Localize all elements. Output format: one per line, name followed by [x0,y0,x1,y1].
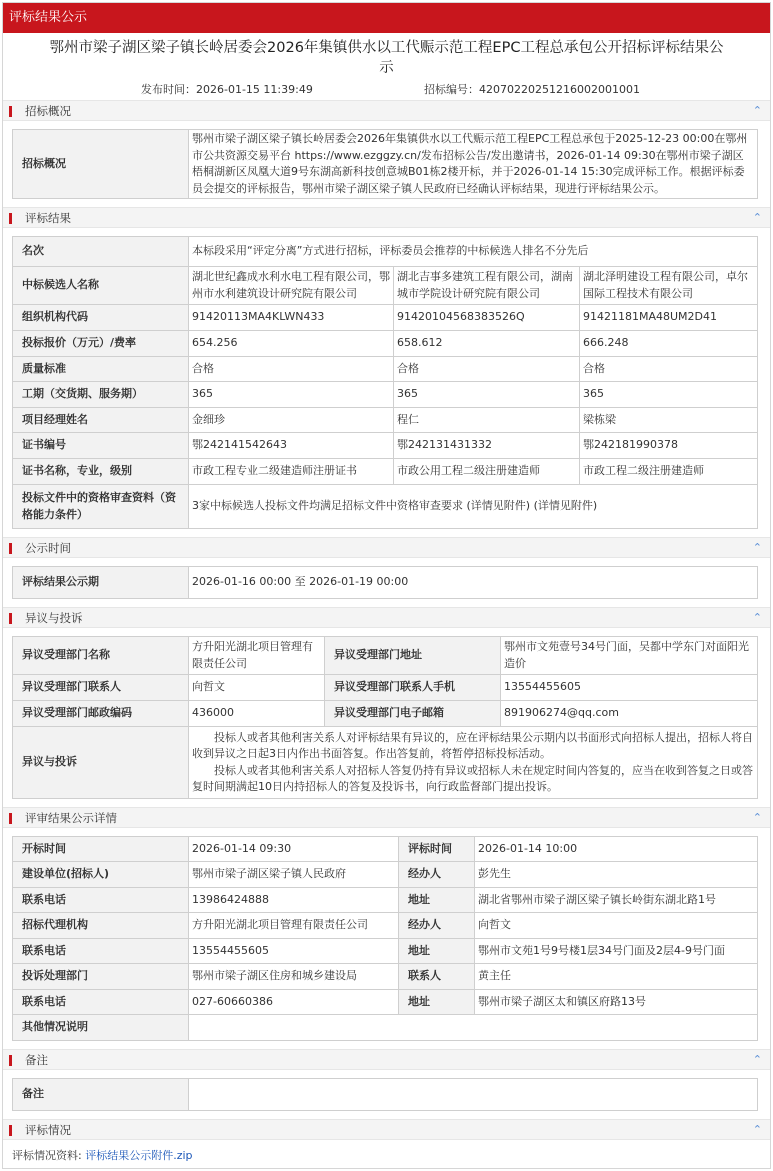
section-overview-title: 招标概况 [25,104,71,118]
detail-value: 鄂州市梁子湖区太和镇区府路13号 [475,990,758,1015]
detail-value: 湖北省鄂州市梁子湖区梁子镇长岭街东湖北路1号 [475,888,758,913]
section-detail-header[interactable] [3,807,770,828]
result-cell: 合格 [189,357,394,382]
objection-post-label: 异议受理部门邮政编码 [13,701,189,727]
collapse-icon[interactable]: ⌃ [752,1053,762,1066]
objection-dept-addr-label: 异议受理部门地址 [325,637,501,675]
evaluation-label: 评标情况资料: [12,1149,82,1162]
result-cell: 鄂242131431332 [394,433,580,459]
attachment-link[interactable]: 评标结果公示附件.zip [85,1149,193,1162]
overview-label: 招标概况 [13,130,189,199]
qualification-text: 3家中标候选人投标文件均满足招标文件中资格审查要求 (详情见附件) (详情见附件) [189,485,758,529]
complaint-paragraph-2: 投标人或者其他利害关系人对招标人答复仍持有异议或招标人未在规定时间内答复的，应当在收到答复之日或答复时间期满起10日内持招标人的答复及投诉书，向行政监督部门提出投诉。 [192,763,753,793]
detail-value: 鄂州市梁子湖区住房和城乡建设局 [189,964,399,990]
detail-label: 开标时间 [13,837,189,862]
section-evaluation-title: 评标情况 [25,1123,71,1137]
section-result-header[interactable] [3,207,770,228]
candidate-2-name: 湖北吉事多建筑工程有限公司，湖南城市学院设计研究院有限公司 [394,267,580,305]
result-cell: 658.612 [394,331,580,357]
result-cell: 市政工程二级注册建造师 [580,459,758,485]
detail-value: 黄主任 [475,964,758,990]
period-label: 评标结果公示期 [13,567,189,599]
other-info-value [189,1015,758,1041]
result-cell: 654.256 [189,331,394,357]
detail-value: 2026-01-14 09:30 [189,837,399,862]
section-marker [9,1055,12,1066]
result-cell: 金细珍 [189,408,394,433]
collapse-icon[interactable]: ⌃ [752,541,762,554]
detail-label: 联系电话 [13,888,189,913]
remark-table [12,1078,758,1111]
result-cell: 鄂242141542643 [189,433,394,459]
result-cell: 市政公用工程二级注册建造师 [394,459,580,485]
period-table [12,566,758,599]
result-row-label: 证书名称，专业，级别 [13,459,189,485]
detail-value: 鄂州市文苑1号9号楼1层34号门面及2层4-9号门面 [475,939,758,964]
section-remark-header[interactable] [3,1049,770,1070]
notice-title: 鄂州市梁子湖区梁子镇长岭居委会2026年集镇供水以工代赈示范工程EPC工程总承包公开招标评标结果公示 [49,40,724,76]
result-cell: 666.248 [580,331,758,357]
detail-value: 2026-01-14 10:00 [475,837,758,862]
detail-label: 招标代理机构 [13,913,189,939]
complaint-text [189,727,758,799]
result-cell: 合格 [580,357,758,382]
objection-email-label: 异议受理部门电子邮箱 [325,701,501,727]
candidate-3-name: 湖北泽明建设工程有限公司，卓尔国际工程技术有限公司 [580,267,758,305]
detail-label: 联系人 [399,964,475,990]
result-row-label: 工期（交货期、服务期） [13,382,189,408]
result-row-label: 组织机构代码 [13,305,189,331]
section-remark-title: 备注 [25,1053,48,1067]
result-cell: 91420104568383526Q [394,305,580,331]
candidate-1-name: 湖北世纪鑫成水利水电工程有限公司，鄂州市水利建筑设计研究院有限公司 [189,267,394,305]
objection-table [12,636,758,799]
rank-label: 名次 [13,237,189,267]
result-row-label: 质量标准 [13,357,189,382]
detail-label: 评标时间 [399,837,475,862]
detail-label: 投诉处理部门 [13,964,189,990]
objection-contact: 向哲文 [189,675,325,701]
notice-page [2,2,771,1169]
detail-label: 经办人 [399,862,475,888]
notice-meta [3,80,770,100]
section-marker [9,1125,12,1136]
result-row-label: 项目经理姓名 [13,408,189,433]
result-cell: 合格 [394,357,580,382]
section-marker [9,543,12,554]
collapse-icon[interactable]: ⌃ [752,211,762,224]
detail-label: 地址 [399,939,475,964]
overview-table [12,129,758,199]
result-cell: 梁栋梁 [580,408,758,433]
section-marker [9,106,12,117]
objection-dept-addr: 鄂州市文苑壹号34号门面，吴都中学东门对面阳光造价 [501,637,758,675]
detail-value: 方升阳光湖北项目管理有限责任公司 [189,913,399,939]
collapse-icon[interactable]: ⌃ [752,611,762,624]
result-row-label: 中标候选人名称 [13,267,189,305]
result-cell: 91420113MA4KLWN433 [189,305,394,331]
result-row-label: 证书编号 [13,433,189,459]
result-cell: 程仁 [394,408,580,433]
bid-number: 招标编号：42070220251216002001001 [424,83,640,96]
detail-value: 彭先生 [475,862,758,888]
detail-value: 鄂州市梁子湖区梁子镇人民政府 [189,862,399,888]
result-cell: 鄂242181990378 [580,433,758,459]
qualification-label: 投标文件中的资格审查资料（资格能力条件） [13,485,189,529]
result-cell: 91421181MA48UM2D41 [580,305,758,331]
collapse-icon[interactable]: ⌃ [752,104,762,117]
section-objection-header[interactable] [3,607,770,628]
section-marker [9,213,12,224]
objection-dept-name-label: 异议受理部门名称 [13,637,189,675]
detail-value: 13986424888 [189,888,399,913]
section-marker [9,613,12,624]
section-marker [9,813,12,824]
rank-text: 本标段采用“评定分离”方式进行招标，评标委员会推荐的中标候选人排名不分先后 [189,237,758,267]
overview-text: 鄂州市梁子湖区梁子镇长岭居委会2026年集镇供水以工代赈示范工程EPC工程总承包于2025-12-23 00:00在鄂州市公共资源交易平台 https://www.ezggzy.cn/发布招标公告/发出邀请书，2026-01-14 09:30在鄂州市梁子湖区梧桐湖新区凤凰大道9号东湖高新科技创意城B01栋2楼开标，并于2026-01-14 15:30完成评标工作。根据评标委员会提交的评标报告，鄂州市梁子湖区梁子镇人民政府已经确认评标结果，现进行评标结果公示。 [189,130,758,199]
collapse-icon[interactable]: ⌃ [752,1123,762,1136]
objection-post: 436000 [189,701,325,727]
section-overview-header[interactable] [3,100,770,121]
section-evaluation-header[interactable] [3,1119,770,1140]
section-detail-title: 评审结果公示详情 [25,811,117,825]
page-header-title: 评标结果公示 [9,10,88,25]
detail-label: 联系电话 [13,939,189,964]
detail-value: 13554455605 [189,939,399,964]
section-objection-title: 异议与投诉 [25,611,83,625]
period-value: 2026-01-16 00:00 至 2026-01-19 00:00 [189,567,758,599]
objection-contact-label: 异议受理部门联系人 [13,675,189,701]
remark-label: 备注 [13,1079,189,1111]
result-cell: 365 [189,382,394,408]
other-info-label: 其他情况说明 [13,1015,189,1041]
section-period-title: 公示时间 [25,541,71,555]
result-table [12,236,758,529]
objection-dept-name: 方升阳光湖北项目管理有限责任公司 [189,637,325,675]
evaluation-attachment [3,1140,770,1165]
publish-time: 发布时间：2026-01-15 11:39:49 [141,83,313,96]
objection-phone-label: 异议受理部门联系人手机 [325,675,501,701]
complaint-label: 异议与投诉 [13,727,189,799]
objection-phone: 13554455605 [501,675,758,701]
page-header-bar [3,3,770,33]
complaint-paragraph-1: 投标人或者其他利害关系人对评标结果有异议的，应在评标结果公示期内以书面形式向招标人提出，招标人将自收到异议之日起3日内作出书面答复。作出答复前，将暂停招标投标活动。 [192,730,753,760]
result-cell: 365 [580,382,758,408]
detail-label: 地址 [399,888,475,913]
remark-value [189,1079,758,1111]
detail-value: 027-60660386 [189,990,399,1015]
detail-label: 地址 [399,990,475,1015]
result-cell: 市政工程专业二级建造师注册证书 [189,459,394,485]
collapse-icon[interactable]: ⌃ [752,811,762,824]
result-row-label: 投标报价（万元）/费率 [13,331,189,357]
detail-value: 向哲文 [475,913,758,939]
section-period-header[interactable] [3,537,770,558]
detail-label: 建设单位(招标人) [13,862,189,888]
detail-label: 联系电话 [13,990,189,1015]
section-result-title: 评标结果 [25,211,71,225]
objection-email: 891906274@qq.com [501,701,758,727]
detail-label: 经办人 [399,913,475,939]
detail-table [12,836,758,1041]
result-cell: 365 [394,382,580,408]
